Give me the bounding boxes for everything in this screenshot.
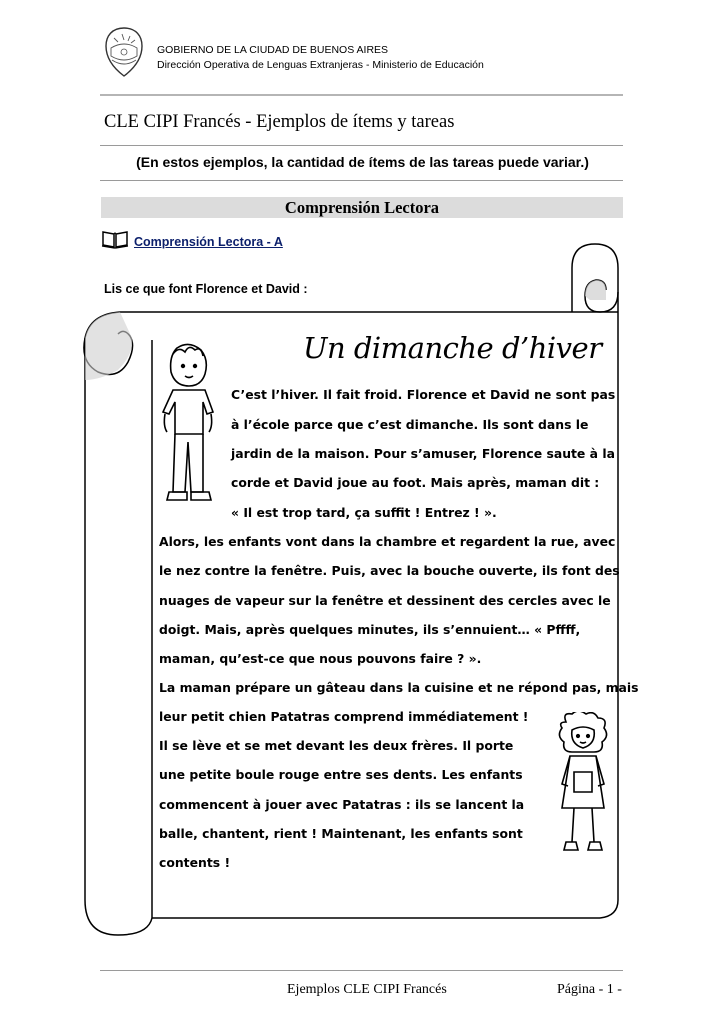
story-line: balle, chantent, rient ! Maintenant, les enfants sont [159,826,523,841]
story-line: doigt. Mais, après quelques minutes, ils s’ennuient… « Pffff, [159,622,581,637]
header-directorate: Dirección Operativa de Lenguas Extranjeras - Ministerio de Educación [157,59,484,71]
boy-illustration [155,342,221,510]
subsection-link[interactable]: Comprensión Lectora - A [134,235,283,249]
footer-divider [100,970,623,971]
section-title: Comprensión Lectora [101,197,623,218]
story-line: jardin de la maison. Pour s’amuser, Florence saute à la [231,446,615,461]
story-line: une petite boule rouge entre ses dents. Les enfants [159,767,523,782]
document-subtitle: (En estos ejemplos, la cantidad de ítems de las tareas puede variar.) [136,154,589,170]
document-title: CLE CIPI Francés - Ejemplos de ítems y tareas [104,112,455,132]
story-line: La maman prépare un gâteau dans la cuisine et ne répond pas, mais [159,680,639,695]
story-line: « Il est trop tard, ça suffit ! Entrez ! ». [231,505,497,520]
story-line: Il se lève et se met devant les deux frères. Il porte [159,738,514,753]
story-line: commencent à jouer avec Patatras : ils se lancent la [159,797,525,812]
story-line: C’est l’hiver. Il fait froid. Florence et David ne sont pas [231,387,616,402]
story-line: nuages de vapeur sur la fenêtre et dessinent des cercles avec le [159,593,611,608]
story-line: à l’école parce que c’est dimanche. Ils sont dans le [231,417,589,432]
girl-illustration [552,712,614,862]
story-line: le nez contre la fenêtre. Puis, avec la bouche ouverte, ils font des [159,563,620,578]
story-line: corde et David joue au foot. Mais après, maman dit : [231,475,600,490]
story-line: contents ! [159,855,231,870]
story-line: leur petit chien Patatras comprend immédiatement ! [159,709,529,724]
story-line: maman, qu’est-ce que nous pouvons faire ? ». [159,651,482,666]
footer-title: Ejemplos CLE CIPI Francés [287,982,447,997]
page-number: Página - 1 - [557,982,622,997]
story-line: Alors, les enfants vont dans la chambre et regardent la rue, avec [159,534,616,549]
instruction-text: Lis ce que font Florence et David : [104,282,308,296]
header-government: GOBIERNO DE LA CIUDAD DE BUENOS AIRES [157,44,389,56]
story-title: Un dimanche d’hiver [303,331,602,365]
